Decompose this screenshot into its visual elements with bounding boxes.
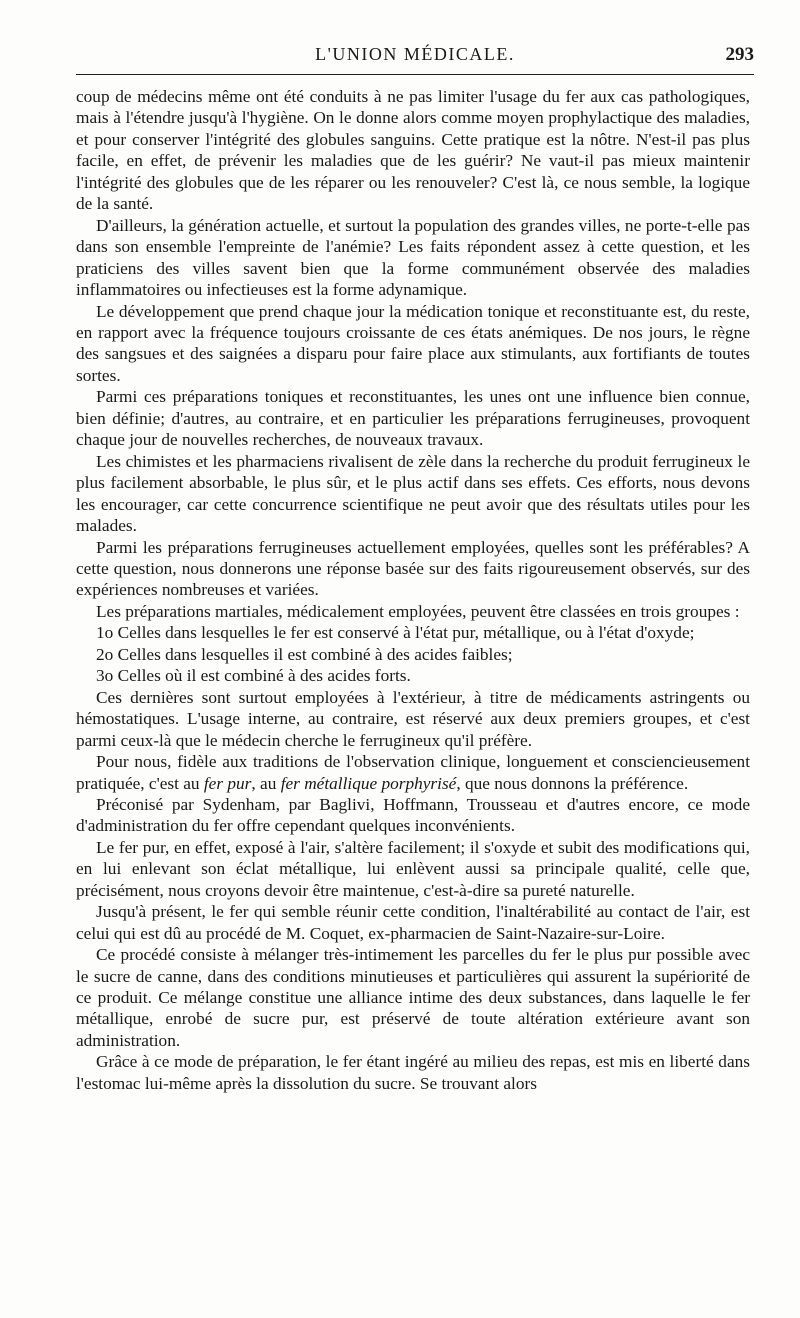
paragraph: Grâce à ce mode de préparation, le fer étant ingéré au milieu des repas, est mis en liberté dans l'estomac lui-même après la dissolution du sucre. Se trouvant alors (76, 1052, 750, 1093)
paragraph-fer-middle: , au (251, 773, 281, 793)
paragraph: Ces dernières sont surtout employées à l'extérieur, à titre de médicaments astringents ou hémostatiques. L'usage interne, au contraire, est réservé aux deux premiers groupes, et c'est parmi ceux-là que le médecin cherche le ferrugineux qu'il préfère. (76, 687, 750, 750)
paragraph-fer (76, 751, 750, 794)
paragraph: Préconisé par Sydenham, par Baglivi, Hoffmann, Trousseau et d'autres encore, ce mode d'administration du fer offre cependant quelques inconvénients. (76, 794, 750, 836)
body-text (76, 86, 750, 1094)
paragraph-fer-after: , que nous donnons la préférence. (456, 773, 689, 793)
page-number: 293 (725, 44, 754, 65)
list-item: 2o Celles dans lesquelles il est combiné à des acides faibles; (96, 644, 513, 664)
running-head (76, 44, 754, 74)
list-item: 1o Celles dans lesquelles le fer est conservé à l'état pur, métallique, ou à l'état d'oxyde; (96, 623, 695, 643)
paragraph: D'ailleurs, la génération actuelle, et surtout la population des grandes villes, ne porte-t-elle pas dans son ensemble l'empreinte de l'anémie? Les faits répondent assez à cette question, et les praticiens des villes savent bien que la forme communément observée des maladies inflammatoires ou infectieuses est la forme adynamique. (76, 215, 750, 300)
header-rule (76, 74, 754, 75)
paragraph: Le fer pur, en effet, exposé à l'air, s'altère facilement; il s'oxyde et subit des modifications qui, en lui enlevant son éclat métallique, lui enlèvent aussi sa principale qualité, celle que, précisément, nous croyons devoir être maintenue, c'est-à-dire sa pureté naturelle. (76, 837, 750, 900)
paragraph: Parmi les préparations ferrugineuses actuellement employées, quelles sont les préférables? A cette question, nous donnerons une réponse basée sur des faits rigoureusement observés, sur des expériences nombreuses et variées. (76, 537, 750, 600)
paragraph: Parmi ces préparations toniques et reconstituantes, les unes ont une influence bien connue, bien définie; d'autres, au contraire, et en particulier les préparations ferrugineuses, provoquent chaque jour de nouvelles recherches, de nouveaux travaux. (76, 387, 750, 450)
paragraph: Les chimistes et les pharmaciens rivalisent de zèle dans la recherche du produit ferrugineux le plus facilement absorbable, le plus sûr, et le plus actif dans ses effets. Ces efforts, nous devons les encourager, car cette concurrence scientifique ne peut avoir que des résultats utiles pour les malades. (76, 451, 750, 536)
paragraph: Jusqu'à présent, le fer qui semble réunir cette condition, l'inaltérabilité au contact de l'air, est celui qui est dû au procédé de M. Coquet, ex-pharmacien de Saint-Nazaire-sur-Loire. (76, 902, 750, 943)
paragraph-fer-before: Pour nous, fidèle aux traditions de l'observation clinique, longuement et consciencieusement pratiquée, c'est au (76, 752, 750, 793)
paragraph: Les préparations martiales, médicalement employées, peuvent être classées en trois groupes : (96, 601, 740, 621)
italic-fer-metallique: fer métallique porphyrisé (280, 773, 457, 793)
paragraph: Ce procédé consiste à mélanger très-intimement les parcelles du fer le plus pur possible avec le sucre de canne, dans des conditions minutieuses et particulières qui assurent la supériorité de ce produit. Ce mélange constitue une alliance intime des deux substances, dans laquelle le fer métallique, enrobé de sucre pur, est préservé de toute altération extérieure avant son administration. (76, 945, 750, 1050)
paragraph: Le développement que prend chaque jour la médication tonique et reconstituante est, du reste, en rapport avec la fréquence toujours croissante de ces états anémiques. De nos jours, le règne des sangsues et des saignées a disparu pour faire place aux stimulants, aux fortifiants de toutes sortes. (76, 301, 750, 385)
italic-fer-pur: fer pur (203, 773, 252, 793)
paragraph: coup de médecins même ont été conduits à ne pas limiter l'usage du fer aux cas pathologiques, mais à l'étendre jusqu'à l'hygiène. On le donne alors comme moyen prophylactique des maladies, et pour conserver l'intégrité des globules sanguins. Cette pratique est la nôtre. N'est-il pas plus facile, en effet, de prévenir les maladies que de les guérir? Ne vaut-il pas mieux maintenir l'intégrité des globules que de les réparer ou les renouveler? C'est là, ce nous semble, la logique de la santé. (76, 87, 750, 214)
list-item: 3o Celles où il est combiné à des acides forts. (96, 666, 411, 686)
running-title: L'UNION MÉDICALE. (315, 44, 515, 64)
